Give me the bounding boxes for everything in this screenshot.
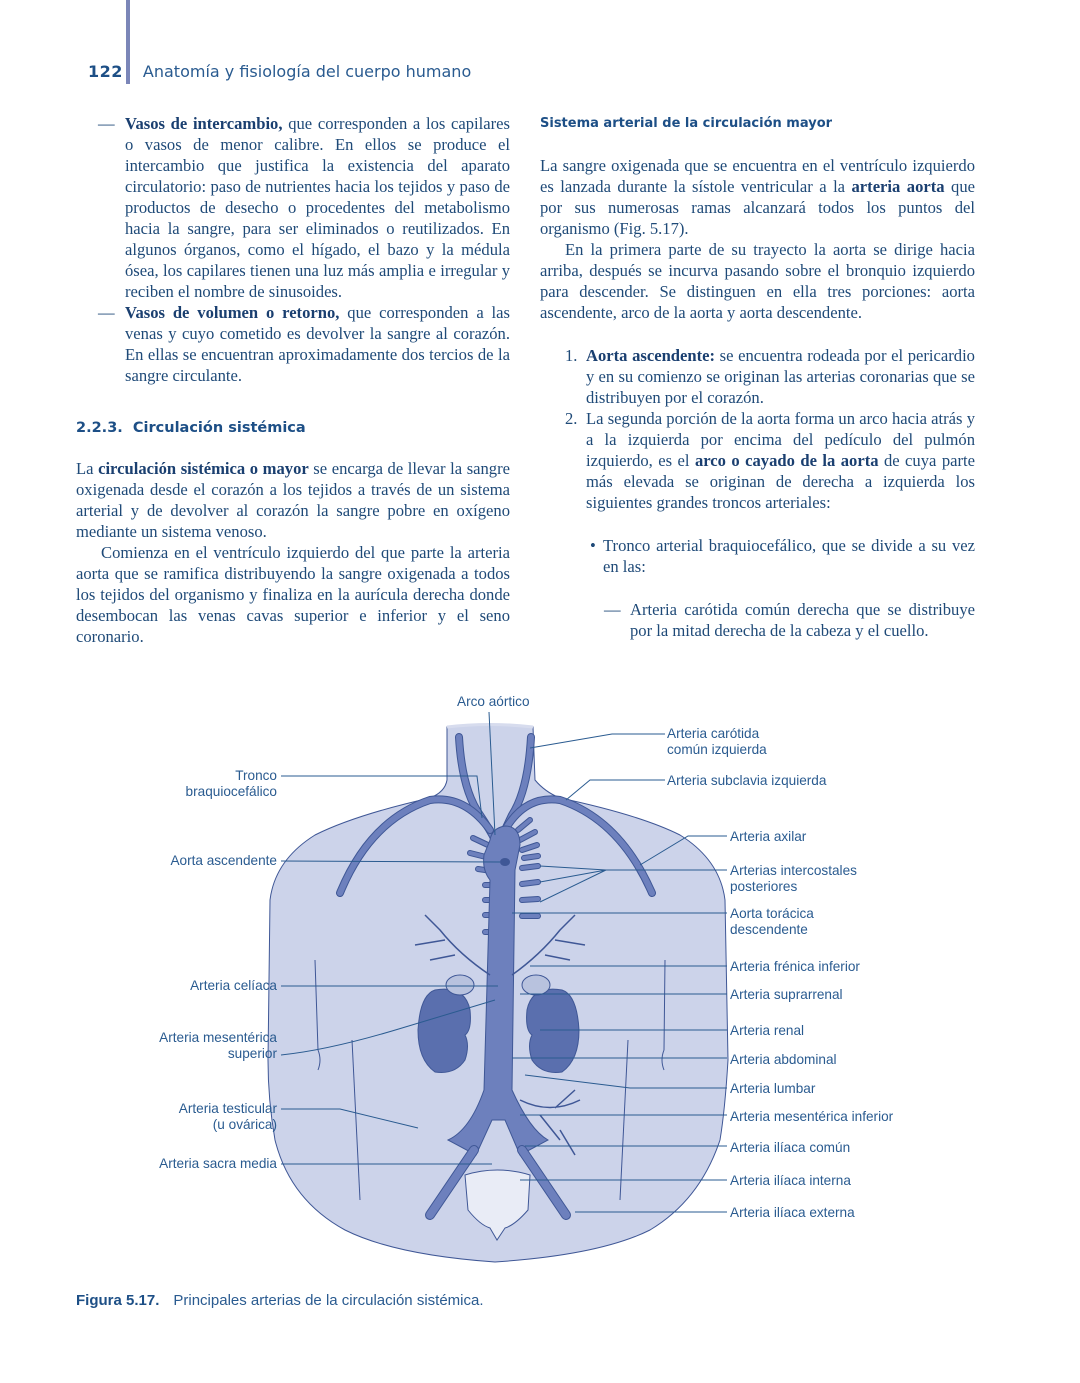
sub-list-item [540, 599, 975, 641]
item-number: 2. [565, 409, 578, 428]
dash-marker: — [98, 114, 115, 133]
bullet-item [540, 535, 975, 577]
text: La sangre oxigenada que se encuentra en el ventrículo izquierdo es lanzada durante la sístole ventricular a la [540, 156, 975, 196]
running-header [88, 62, 471, 81]
label-line: superior [227, 1046, 277, 1061]
left-column [76, 113, 510, 647]
label-subclavia-izquierda: Arteria subclavia izquierda [667, 773, 827, 788]
dash-marker: — [98, 303, 115, 322]
item-number: 1. [565, 346, 578, 365]
item-text: Tronco arterial braquiocefálico, que se divide a su vez en las: [603, 536, 975, 576]
label-arteria-sacra-media: Arteria sacra media [159, 1156, 277, 1171]
numbered-item-1 [540, 345, 975, 408]
figure-number: Figura 5.17. [76, 1292, 160, 1309]
label-arteria-mesenterica-superior [159, 1030, 277, 1062]
label-line: Aorta torácica [730, 906, 814, 921]
book-title: Anatomía y fisiología del cuerpo humano [142, 62, 472, 81]
label-arco-aortico: Arco aórtico [457, 694, 530, 709]
item-text: Arteria carótida común derecha que se distribuye por la mitad derecha de la cabeza y el cuello. [630, 600, 975, 640]
label-aorta-ascendente: Aorta ascendente [170, 853, 277, 868]
list-item-vasos-intercambio [76, 113, 510, 302]
label-lumbar: Arteria lumbar [730, 1081, 816, 1096]
paragraph [76, 458, 510, 542]
label-renal: Arteria renal [730, 1023, 805, 1038]
label-arteria-testicular [179, 1101, 277, 1133]
page-number: 122 [88, 62, 123, 81]
term: Aorta ascendente: [586, 346, 716, 365]
arterial-diagram [0, 680, 1080, 1280]
right-column [540, 113, 975, 641]
paragraph: En la primera parte de su trayecto la aorta se dirige hacia arriba, después se incurva pasando sobre el bronquio izquierdo para descender. Se distinguen en ella tres porciones: aorta ascendente, arco de la aorta y aorta descendente. [540, 240, 975, 322]
text: La [76, 459, 99, 478]
label-line: posteriores [730, 879, 798, 894]
label-line: Arteria testicular [178, 1101, 277, 1116]
label-abdominal: Arteria abdominal [730, 1052, 837, 1067]
term: Vasos de intercambio, [125, 114, 283, 133]
item-text: que corresponden a los capilares o vasos de menor calibre. En ellos se produce el intercambio que justifica la existencia del aparato circulatorio: paso de nutrientes hacia los tejidos y paso de productos de desecho o procedentes del metabolismo hacia la sangre, para ser eliminados o reutilizados. En algunos órganos, como el hígado, el bazo y la médula ósea, los capilares tienen una luz más amplia e irregular y reciben el nombre de sinusoides. [125, 114, 510, 301]
figure-caption [76, 1292, 484, 1309]
label-line: Arterias intercostales [730, 863, 857, 878]
label-intercostales-posteriores [730, 863, 857, 895]
bullet-marker: • [590, 536, 596, 555]
item-text: La segunda porción de la aorta forma un arco hacia atrás y a la izquierda por encima del pedículo del pulmón izquierdo, es el [586, 409, 975, 470]
text: que por sus numerosas ramas alcanzará todos los puntos del organismo (Fig. 5.17). [540, 177, 975, 238]
label-line: común izquierda [667, 742, 767, 757]
list-item-vasos-volumen [76, 302, 510, 386]
item-text: de cuya parte más elevada se originan de derecha a izquierda los siguientes grandes troncos arteriales: [586, 451, 975, 512]
numbered-item-2 [540, 408, 975, 513]
label-iliaca-externa: Arteria ilíaca externa [730, 1205, 855, 1220]
label-iliaca-interna: Arteria ilíaca interna [730, 1173, 851, 1188]
label-aorta-toracica-descendente [730, 906, 814, 938]
section-heading: 2.2.3. Circulación sistémica [76, 420, 306, 436]
label-line: braquiocefálico [185, 784, 277, 799]
label-line: (u ovárica) [212, 1117, 277, 1132]
label-arteria-celiaca: Arteria celíaca [190, 978, 277, 993]
term: arteria aorta [851, 177, 945, 196]
subheading: Sistema arterial de la circulación mayor [540, 116, 833, 131]
label-arteria-axilar: Arteria axilar [730, 829, 807, 844]
label-suprarrenal: Arteria suprarrenal [730, 987, 843, 1002]
label-carotida-comun-izquierda [667, 726, 767, 758]
dash-marker: — [604, 600, 621, 619]
label-tronco-braquiocefalico [186, 768, 277, 800]
paragraph [540, 155, 975, 239]
term: circulación sistémica o mayor [98, 459, 309, 478]
term: Vasos de volumen o retorno, [125, 303, 340, 322]
figure-arterial-system [0, 680, 1080, 1280]
item-text: que corresponden a las venas y cuyo cometido es devolver la sangre al corazón. En ellas se encuentran aproximadamente dos tercios de la sangre circulante. [125, 303, 510, 385]
label-mesenterica-inferior: Arteria mesentérica inferior [730, 1109, 894, 1124]
text: se encarga de llevar la sangre oxigenada desde el corazón a los tejidos a través de un sistema arterial y de devolver al corazón la sangre pobre en oxígeno mediante un sistema venoso. [76, 459, 510, 541]
paragraph: Comienza en el ventrículo izquierdo del que parte la arteria aorta que se ramifica distribuyendo la sangre oxigenada a todos los tejidos del organismo y finaliza en la aurícula derecha donde desembocan las venas cavas superior e inferior y el seno coronario. [76, 543, 510, 646]
label-frenica-inferior: Arteria frénica inferior [730, 959, 860, 974]
item-text: se encuentra rodeada por el pericardio y en su comienzo se originan las arterias coronarias que se distribuyen por el corazón. [586, 346, 975, 407]
term: arco o cayado de la aorta [694, 451, 879, 470]
label-line: Arteria mesentérica [159, 1030, 277, 1045]
caption-text: Principales arterias de la circulación sistémica. [173, 1292, 484, 1309]
label-iliaca-comun: Arteria ilíaca común [730, 1140, 851, 1155]
label-line: descendente [730, 922, 808, 937]
label-line: Arteria carótida [667, 726, 760, 741]
label-line: Tronco [235, 768, 277, 783]
